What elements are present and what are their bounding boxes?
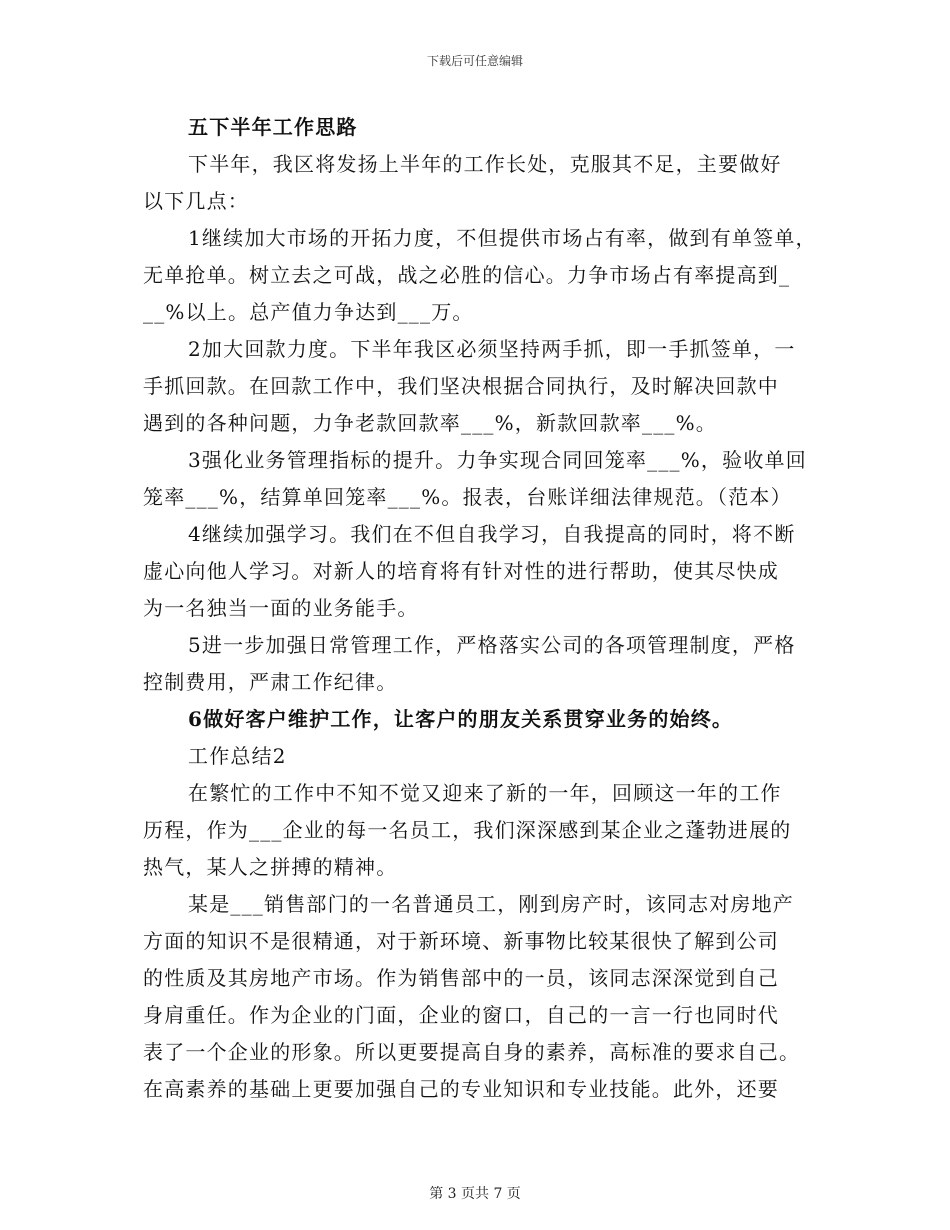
- paragraph-line: 在繁忙的工作中不知不觉又迎来了新的一年，回顾这一年的工作: [188, 781, 782, 805]
- paragraph-line: 控制费用，严肃工作纪律。: [143, 670, 398, 694]
- paragraph-line: 方面的知识不是很精通，对于新环境、新事物比较某很快了解到公司: [143, 929, 779, 953]
- paragraph-line: 为一名独当一面的业务能手。: [143, 596, 419, 620]
- paragraph-line: 在高素养的基础上更要加强自己的专业知识和专业技能。此外，还要: [143, 1077, 779, 1101]
- paragraph-line: 身肩重任。作为企业的门面，企业的窗口，自己的一言一行也同时代: [143, 1003, 779, 1027]
- page-footer: 第 3 页共 7 页: [429, 1186, 521, 1202]
- paragraph-line: 1继续加大市场的开拓力度，不但提供市场占有率，做到有单签单，: [188, 226, 817, 250]
- page-header: 下载后可任意编辑: [426, 54, 523, 68]
- paragraph-line: 笼率___%，结算单回笼率___%。报表，台账详细法律规范。（范本）: [143, 485, 792, 509]
- paragraph-line: 热气，某人之拼搏的精神。: [143, 855, 398, 879]
- paragraph-line: 以下几点：: [143, 189, 249, 213]
- paragraph-line: 下半年，我区将发扬上半年的工作长处，克服其不足，主要做好: [188, 152, 782, 176]
- bold-paragraph-line: 6做好客户维护工作，让客户的朋友关系贯穿业务的始终。: [188, 707, 734, 731]
- paragraph-line: 4继续加强学习。我们在不但自我学习，自我提高的同时，将不断: [188, 522, 796, 546]
- paragraph-line: 3强化业务管理指标的提升。力争实现合同回笼率___%，验收单回: [188, 448, 807, 472]
- paragraph-line: __%以上。总产值力争达到___万。: [143, 300, 474, 324]
- paragraph-line: 虚心向他人学习。对新人的培育将有针对性的进行帮助，使其尽快成: [143, 559, 779, 583]
- paragraph-line: 某是___销售部门的一名普通员工，刚到房产时，该同志对房地产: [188, 892, 794, 916]
- section-subtitle: 工作总结2: [188, 744, 287, 768]
- paragraph-line: 2加大回款力度。下半年我区必须坚持两手抓，即一手抓签单，一: [188, 337, 796, 361]
- paragraph-line: 表了一个企业的形象。所以更要提高自身的素养，高标准的要求自己。: [143, 1040, 801, 1064]
- paragraph-line: 5进一步加强日常管理工作，严格落实公司的各项管理制度，严格: [188, 633, 796, 657]
- paragraph-line: 历程，作为___企业的每一名员工，我们深深感到某企业之蓬勃进展的: [143, 818, 792, 842]
- paragraph-line: 手抓回款。在回款工作中，我们坚决根据合同执行，及时解决回款中: [143, 374, 779, 398]
- paragraph-line: 的性质及其房地产市场。作为销售部中的一员，该同志深深觉到自己: [143, 966, 779, 990]
- section-heading: 五下半年工作思路: [188, 115, 358, 139]
- paragraph-line: 无单抢单。树立去之可战，战之必胜的信心。力争市场占有率提高到_: [143, 263, 791, 287]
- paragraph-line: 遇到的各种问题，力争老款回款率___%，新款回款率___%。: [143, 411, 718, 435]
